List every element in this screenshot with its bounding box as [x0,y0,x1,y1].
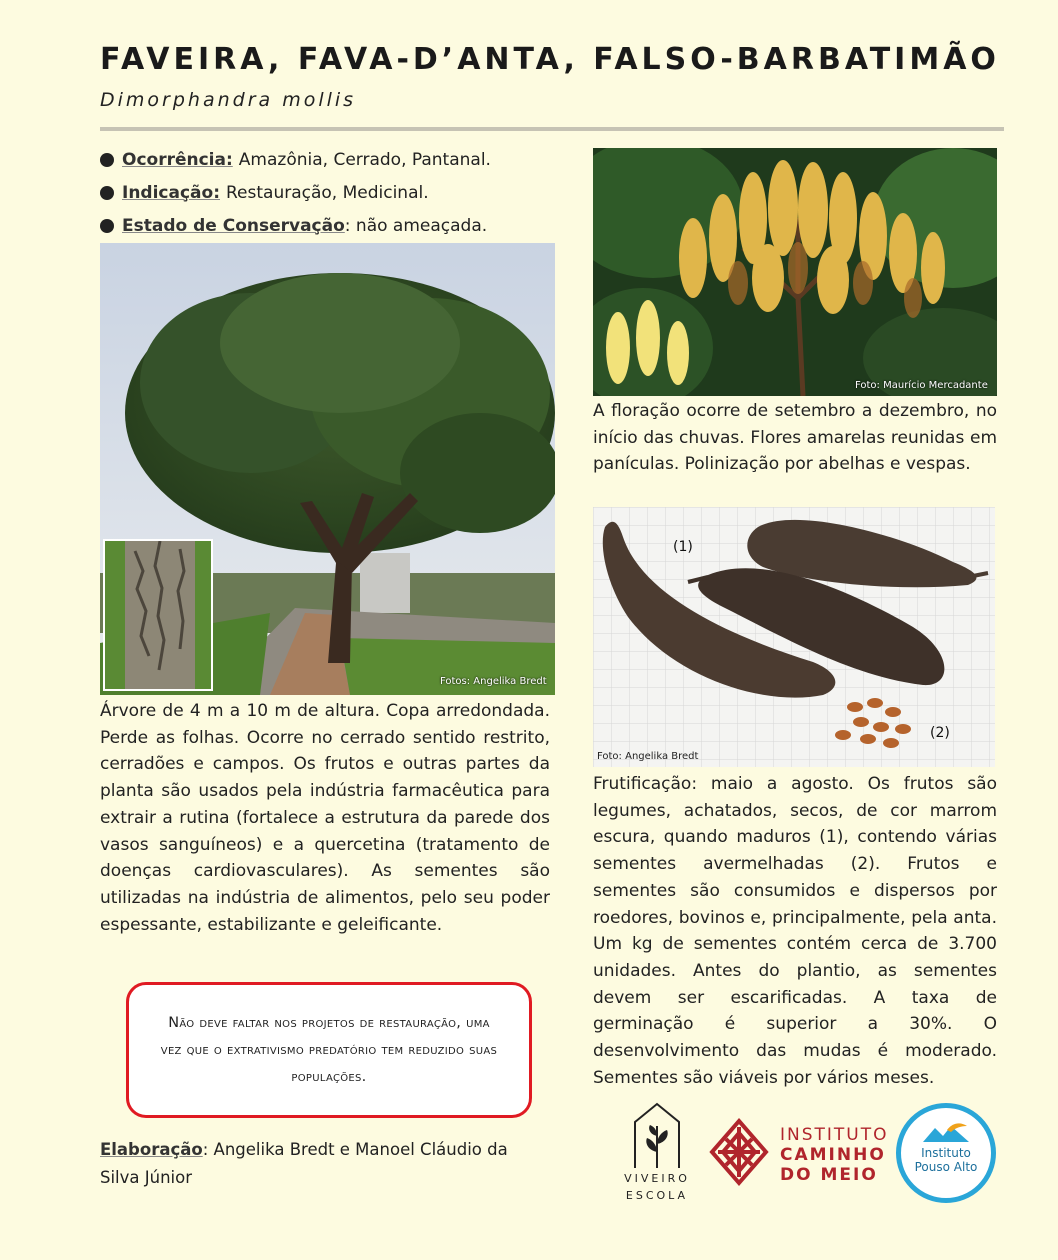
do-meio-text: DO MEIO [780,1165,878,1185]
fact-value: Amazônia, Cerrado, Pantanal. [238,149,491,170]
escola-text: ESCOLA [625,1189,689,1202]
scientific-name: Dimorphandra mollis [100,89,357,111]
flower-photo-credit: Foto: Maurício Mercadante [855,380,988,391]
fruit-label-1: (1) [673,539,693,555]
bullet-dot-icon [100,153,114,167]
instituto-pouso-alto-logo [896,1103,996,1203]
title-divider [100,127,1004,131]
endless-knot-icon [708,1117,770,1187]
restoration-callout [126,982,532,1118]
flowering-text: A floração ocorre de setembro a dezembro, no início das chuvas. Flores amarelas reunidas em panículas. Polinização por abelhas e vespas. [593,401,997,475]
flower-photo [593,148,997,396]
tree-photo [100,243,555,695]
fact-occurrence [100,143,560,176]
authorship-credit [100,1136,520,1192]
fact-indication [100,176,560,209]
fact-label: Ocorrência: [122,149,233,170]
tree-description-text: Árvore de 4 m a 10 m de altura. Copa arredondada. Perde as folhas. Ocorre no cerrado sentido restrito, cerradões e campos. Os frutos e outras partes da planta são usados pela indústria farmacêutica para extrair a rutina (fortalece a estrutura da parede dos vasos sanguíneos) e a quercetina (tratamento de doenças cardiovasculares). As sementes são utilizadas na indústria de alimentos, pelo seu poder espessante, estabilizante e geleificante. [100,701,550,935]
species-facts [100,143,560,242]
fruit-photo-credit: Foto: Angelika Bredt [597,751,699,762]
bullet-dot-icon [100,186,114,200]
authorship-value: : Angelika Bredt e Manoel Cláudio da Silva Júnior [100,1140,508,1187]
bark-illustration [105,541,213,691]
bark-inset-photo [103,539,213,691]
fact-label: Indicação: [122,182,220,203]
viveiro-escola-logo [622,1100,692,1206]
pouso-alto-text: Pouso Alto [914,1160,978,1174]
pouso-instituto-text: Instituto [921,1146,971,1160]
seedling-house-icon [629,1100,685,1170]
viveiro-text: VIVEIRO [624,1172,690,1185]
flower-illustration [593,148,997,396]
page-title: FAVEIRA, FAVA-D’ANTA, FALSO-BARBATIMÃO [100,42,1000,77]
instituto-caminho-do-meio-logo [708,1115,888,1195]
fact-conservation [100,209,560,242]
fact-value: : não ameaçada. [344,215,488,236]
instituto-text: INSTITUTO [780,1125,889,1145]
tree-photo-credit: Fotos: Angelika Bredt [440,676,547,687]
fruit-label-2: (2) [930,725,950,741]
authorship-label: Elaboração [100,1140,203,1159]
fruit-photo [593,507,995,767]
fact-label: Estado de Conservação [122,215,345,236]
fact-value: Restauração, Medicinal. [226,182,429,203]
bird-mountain-icon [921,1120,971,1144]
caminho-text: CAMINHO [780,1145,886,1165]
bullet-dot-icon [100,219,114,233]
callout-text: Não deve faltar nos projetos de restauração, uma vez que o extrativismo predatório tem reduzido suas populações. [160,1014,498,1085]
fruiting-text: Frutificação: maio a agosto. Os frutos são legumes, achatados, secos, de cor marrom escura, quando maduros (1), contendo várias sementes avermelhadas (2). Frutos e sementes são consumidos e dispersos por roedores, bovinos e, principalmente, pela anta. Um kg de sementes contém cerca de 3.700 unidades. Antes do plantio, as sementes devem ser escarificadas. A taxa de germinação é superior a 30%. O desenvolvimento das mudas é moderado. Sementes são viáveis por vários meses. [593,774,997,1088]
